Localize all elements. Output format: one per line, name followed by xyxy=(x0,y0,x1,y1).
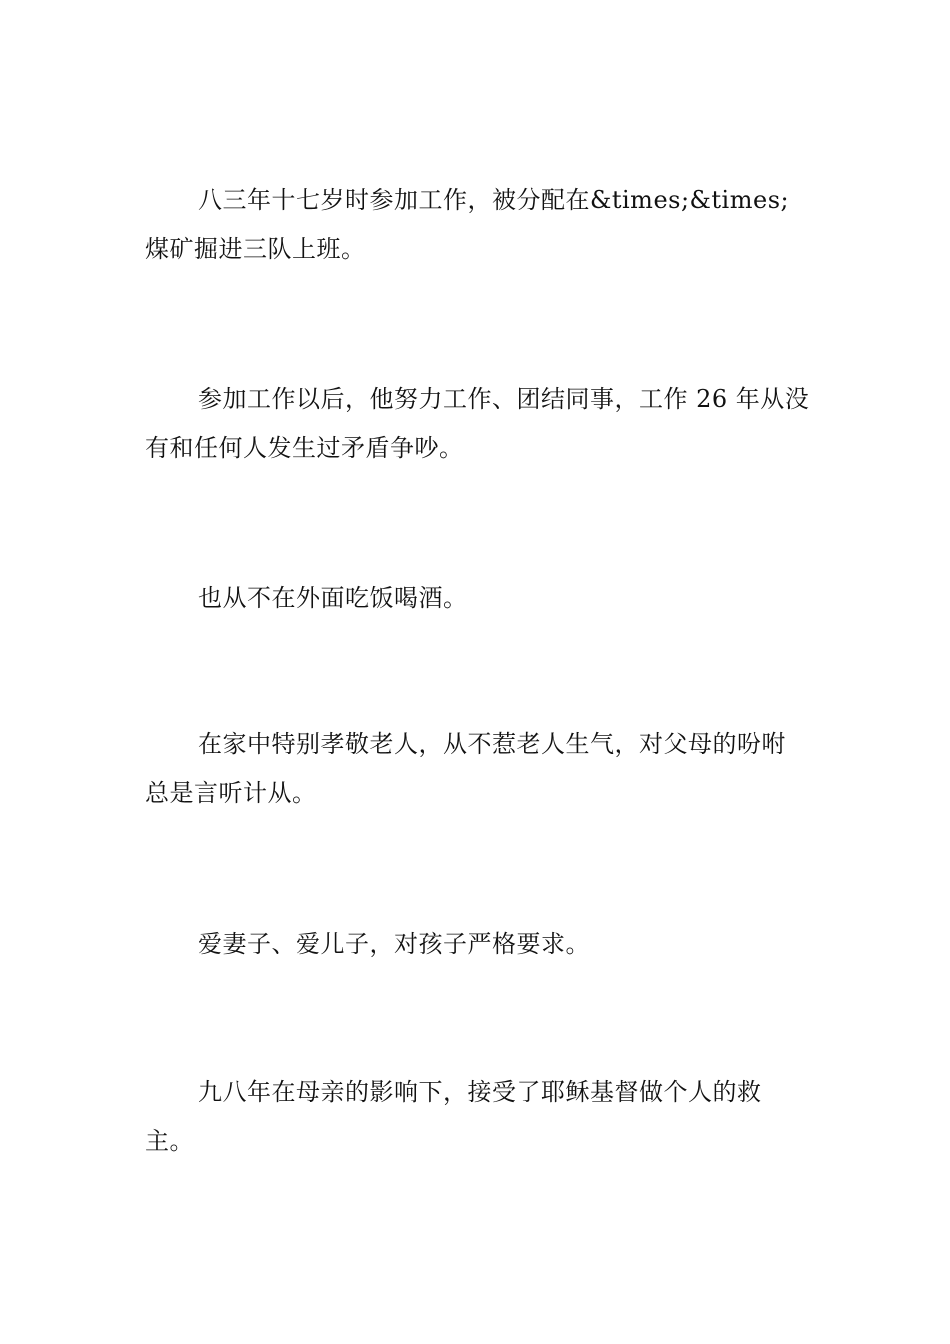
paragraph-filial-piety: 在家中特别孝敬老人，从不惹老人生气，对父母的吩咐总是言听计从。 xyxy=(145,730,786,807)
paragraph-family: 爱妻子、爱儿子，对孩子严格要求。 xyxy=(198,930,590,958)
paragraph-work-attitude: 参加工作以后，他努力工作、团结同事，工作 26 年从没有和任何人发生过矛盾争吵。 xyxy=(145,385,810,462)
paragraph-faith: 九八年在母亲的影响下，接受了耶稣基督做个人的救主。 xyxy=(145,1078,762,1155)
paragraph-work-start: 八三年十七岁时参加工作，被分配在&times;&times;煤矿掘进三队上班。 xyxy=(145,186,790,263)
paragraph-no-drinking: 也从不在外面吃饭喝酒。 xyxy=(198,584,468,612)
